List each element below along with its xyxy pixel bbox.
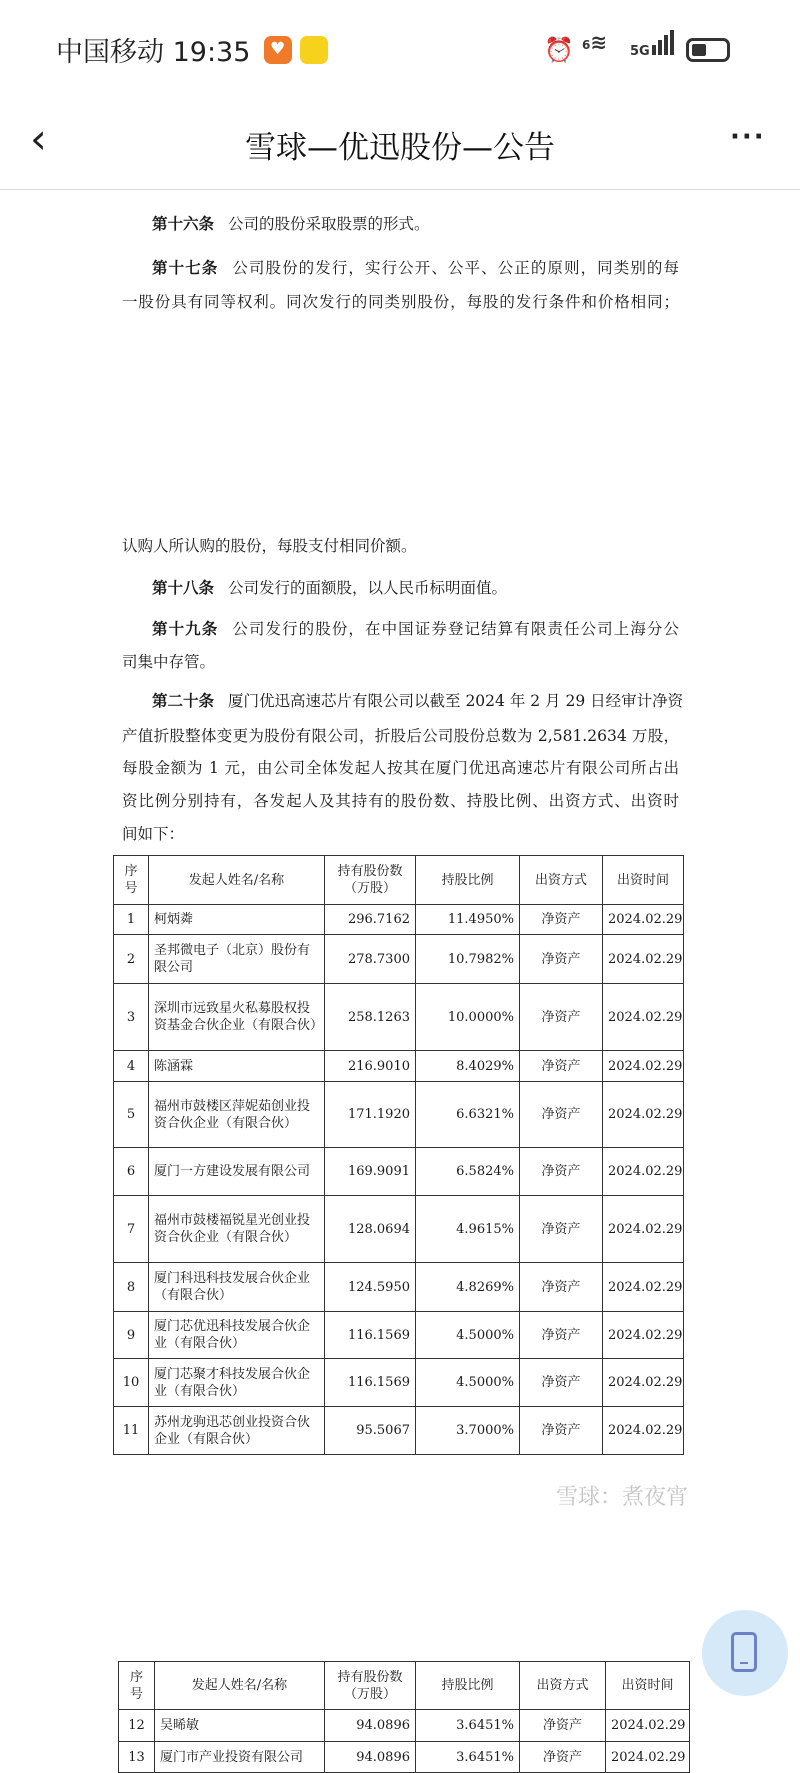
table-row (114, 1359, 684, 1407)
row-index: 11 (114, 1407, 149, 1455)
shareholder-name: 陈涵霖 (149, 1051, 325, 1082)
shareholder-name: 吴晞敏 (155, 1710, 325, 1742)
table-header (119, 1662, 690, 1710)
paragraph-line: 间如下： (122, 825, 185, 843)
back-button[interactable]: ‹ (30, 114, 47, 163)
share-ratio: 6.5824% (416, 1148, 520, 1196)
table-row (114, 1407, 684, 1455)
article-19: 第十九条 公司发行的股份，在中国证券登记结算有限责任公司上海分公 (152, 619, 679, 638)
paragraph-line: 司集中存管。 (122, 653, 216, 671)
contribution-date: 2024.02.29 (603, 984, 684, 1051)
shareholder-table (113, 855, 684, 1455)
battery-icon (686, 38, 730, 62)
table-row (114, 1312, 684, 1359)
shares-held: 278.7300 (325, 935, 416, 984)
row-index: 9 (114, 1312, 149, 1359)
row-index: 12 (119, 1710, 155, 1742)
contribution-date: 2024.02.29 (603, 1312, 684, 1359)
paragraph-line: 认购人所认购的股份，每股支付相同价额。 (122, 537, 417, 555)
app-notification-icon (300, 36, 328, 64)
paragraph-line: 资比例分别持有，各发起人及其持有的股份数、持股比例、出资方式、出资时 (122, 792, 679, 810)
shareholder-name: 厦门科迅科技发展合伙企业（有限合伙） (149, 1263, 325, 1312)
shares-held: 216.9010 (325, 1051, 416, 1082)
table-header (114, 856, 684, 905)
paragraph-line: 产值折股整体变更为股份有限公司，折股后公司股份总数为 2,581.2634 万股， (122, 727, 679, 745)
share-ratio: 11.4950% (416, 905, 520, 935)
wifi-icon: 6≋ (582, 30, 608, 54)
table-row (119, 1710, 690, 1742)
contribution-method: 净资产 (520, 1742, 606, 1773)
row-index: 3 (114, 984, 149, 1051)
shares-held: 169.9091 (325, 1148, 416, 1196)
row-index: 1 (114, 905, 149, 935)
contribution-date: 2024.02.29 (603, 1196, 684, 1263)
watermark: 雪球：煮夜宵 (556, 1485, 689, 1510)
shareholder-name: 深圳市远致星火私募股权投资基金合伙企业（有限合伙） (149, 984, 325, 1051)
table-row (114, 905, 684, 935)
table-row (114, 1082, 684, 1148)
contribution-method: 净资产 (520, 1082, 603, 1148)
phone-rotate-icon (731, 1632, 757, 1672)
row-index: 7 (114, 1196, 149, 1263)
contribution-method: 净资产 (520, 1196, 603, 1263)
col-header: 序号 (114, 856, 149, 905)
col-header: 持有股份数（万股） (325, 1662, 416, 1710)
shares-held: 116.1569 (325, 1312, 416, 1359)
shareholder-name: 福州市鼓楼福锐星光创业投资合伙企业（有限合伙） (149, 1196, 325, 1263)
article-18: 第十八条 公司发行的面额股，以人民币标明面值。 (152, 578, 508, 597)
col-header: 序号 (119, 1662, 155, 1710)
table-row (114, 1051, 684, 1082)
col-header: 发起人姓名/名称 (155, 1662, 325, 1710)
col-header: 出资方式 (520, 1662, 606, 1710)
shares-held: 128.0694 (325, 1196, 416, 1263)
paragraph-line: 一股份具有同等权利。同次发行的同类别股份，每股的发行条件和价格相同； (122, 293, 679, 311)
col-header: 持有股份数（万股） (325, 856, 416, 905)
article-16: 第十六条 公司的股份采取股票的形式。 (152, 214, 430, 233)
contribution-date: 2024.02.29 (603, 1359, 684, 1407)
col-header: 发起人姓名/名称 (149, 856, 325, 905)
contribution-method: 净资产 (520, 1407, 603, 1455)
rotate-screen-button[interactable] (702, 1610, 788, 1696)
carrier-time (56, 30, 250, 69)
table-row (114, 1263, 684, 1312)
col-header: 出资方式 (520, 856, 603, 905)
shares-held: 95.5067 (325, 1407, 416, 1455)
shareholder-table-continued (118, 1661, 690, 1773)
share-ratio: 4.5000% (416, 1359, 520, 1407)
shareholder-name: 福州市鼓楼区萍妮茹创业投资合伙企业（有限合伙） (149, 1082, 325, 1148)
shareholder-name: 厦门芯优迅科技发展合伙企业（有限合伙） (149, 1312, 325, 1359)
share-ratio: 3.6451% (416, 1742, 520, 1773)
row-index: 13 (119, 1742, 155, 1773)
alarm-icon: ⏰ (544, 36, 574, 64)
contribution-method: 净资产 (520, 935, 603, 984)
shares-held: 171.1920 (325, 1082, 416, 1148)
status-bar (0, 0, 800, 100)
contribution-method: 净资产 (520, 1359, 603, 1407)
contribution-method: 净资产 (520, 1312, 603, 1359)
share-ratio: 3.7000% (416, 1407, 520, 1455)
share-ratio: 4.5000% (416, 1312, 520, 1359)
shareholder-name: 厦门芯聚才科技发展合伙企业（有限合伙） (149, 1359, 325, 1407)
article-20: 第二十条 厦门优迅高速芯片有限公司以截至 2024 年 2 月 29 日经审计净资 (152, 691, 684, 710)
contribution-method: 净资产 (520, 984, 603, 1051)
table-row (119, 1742, 690, 1773)
contribution-method: 净资产 (520, 905, 603, 935)
share-ratio: 3.6451% (416, 1710, 520, 1742)
shareholder-name: 柯炳粦 (149, 905, 325, 935)
shareholder-name: 苏州龙驹迅芯创业投资合伙企业（有限合伙） (149, 1407, 325, 1455)
table-row (114, 1196, 684, 1263)
row-index: 2 (114, 935, 149, 984)
share-ratio: 4.8269% (416, 1263, 520, 1312)
col-header: 出资时间 (603, 856, 684, 905)
table-row (114, 984, 684, 1051)
shares-held: 94.0896 (325, 1742, 416, 1773)
col-header: 持股比例 (416, 1662, 520, 1710)
nav-bar (0, 100, 800, 190)
page-title: 雪球—优迅股份—公告 (245, 130, 555, 166)
shareholder-name: 圣邦微电子（北京）股份有限公司 (149, 935, 325, 984)
contribution-date: 2024.02.29 (603, 1148, 684, 1196)
shares-held: 258.1263 (325, 984, 416, 1051)
row-index: 5 (114, 1082, 149, 1148)
contribution-date: 2024.02.29 (603, 1051, 684, 1082)
contribution-date: 2024.02.29 (603, 1263, 684, 1312)
share-ratio: 10.0000% (416, 984, 520, 1051)
clock: 19:35 (172, 37, 251, 68)
signal-icon: 5G (630, 30, 674, 59)
share-ratio: 4.9615% (416, 1196, 520, 1263)
shareholder-name: 厦门市产业投资有限公司 (155, 1742, 325, 1773)
paragraph-line: 每股金额为 1 元，由公司全体发起人按其在厦门优迅高速芯片有限公司所占出 (122, 759, 679, 777)
table-row (114, 935, 684, 984)
table-row (114, 1148, 684, 1196)
contribution-date: 2024.02.29 (603, 1082, 684, 1148)
contribution-date: 2024.02.29 (606, 1710, 690, 1742)
row-index: 6 (114, 1148, 149, 1196)
row-index: 8 (114, 1263, 149, 1312)
shares-held: 116.1569 (325, 1359, 416, 1407)
more-button[interactable]: ··· (730, 122, 766, 152)
share-ratio: 10.7982% (416, 935, 520, 984)
carrier: 中国移动 (56, 37, 164, 68)
contribution-date: 2024.02.29 (603, 935, 684, 984)
shares-held: 94.0896 (325, 1710, 416, 1742)
shares-held: 296.7162 (325, 905, 416, 935)
share-ratio: 6.6321% (416, 1082, 520, 1148)
shareholder-name: 厦门一方建设发展有限公司 (149, 1148, 325, 1196)
shares-held: 124.5950 (325, 1263, 416, 1312)
contribution-date: 2024.02.29 (603, 1407, 684, 1455)
row-index: 4 (114, 1051, 149, 1082)
col-header: 出资时间 (606, 1662, 690, 1710)
contribution-method: 净资产 (520, 1263, 603, 1312)
article-17: 第十七条 公司股份的发行，实行公开、公平、公正的原则，同类别的每 (152, 258, 679, 277)
contribution-date: 2024.02.29 (606, 1742, 690, 1773)
contribution-date: 2024.02.29 (603, 905, 684, 935)
contribution-method: 净资产 (520, 1148, 603, 1196)
contribution-method: 净资产 (520, 1710, 606, 1742)
contribution-method: 净资产 (520, 1051, 603, 1082)
health-app-icon: ♥ (264, 36, 292, 64)
share-ratio: 8.4029% (416, 1051, 520, 1082)
row-index: 10 (114, 1359, 149, 1407)
col-header: 持股比例 (416, 856, 520, 905)
